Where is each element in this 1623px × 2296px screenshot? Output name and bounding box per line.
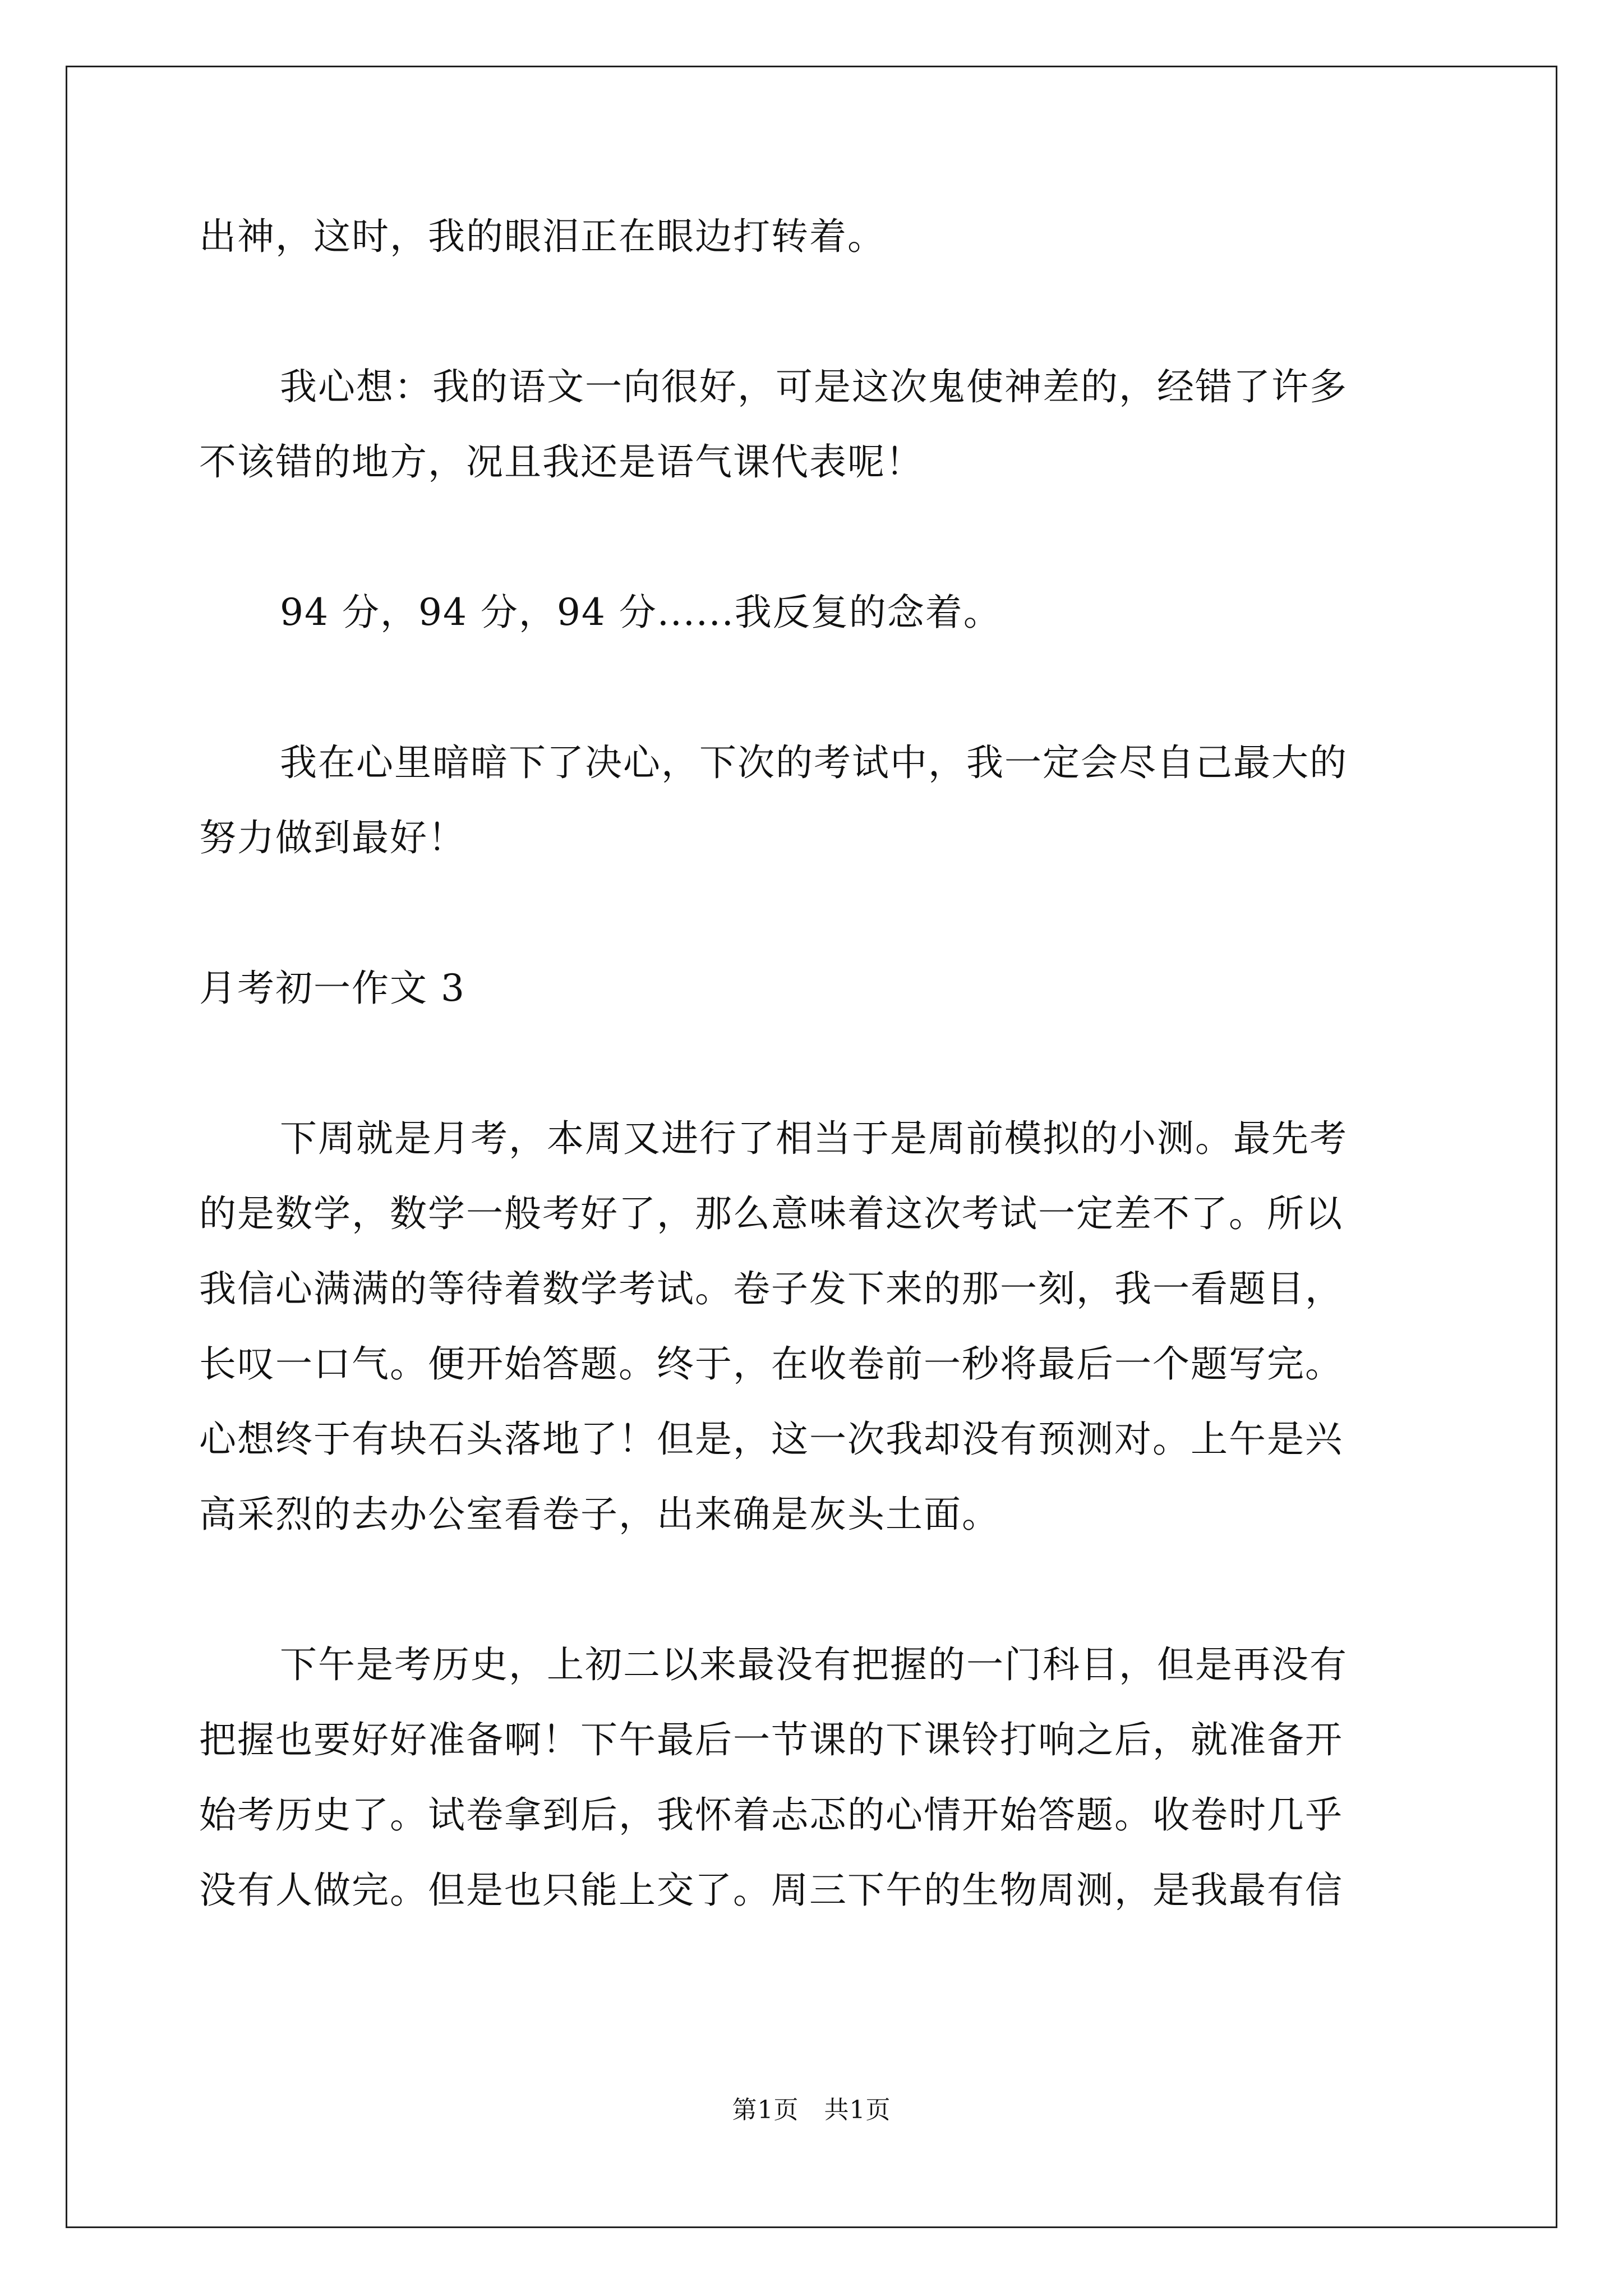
paragraph-line: 长叹一口气。便开始答题。终于，在收卷前一秒将最后一个题写完。 — [199, 1342, 1343, 1386]
paragraph-line: 始考历史了。试卷拿到后，我怀着忐忑的心情开始答题。收卷时几乎 — [199, 1793, 1343, 1837]
document-body — [199, 199, 1433, 1928]
paragraph-spacing — [199, 650, 1433, 725]
paragraph-spacing — [199, 1552, 1433, 1627]
paragraph-line: 努力做到最好！ — [199, 816, 466, 859]
paragraph-line: 把握也要好好准备啊！下午最后一节课的下课铃打响之后，就准备开 — [199, 1718, 1343, 1761]
paragraph-line: 下午是考历史，上初二以来最没有把握的一门科目，但是再没有 — [280, 1643, 1348, 1686]
paragraph-line: 我在心里暗暗下了决心，下次的考试中，我一定会尽自己最大的 — [280, 741, 1348, 784]
paragraph-spacing — [199, 274, 1433, 349]
paragraph-line: 的是数学，数学一般考好了，那么意味着这次考试一定差不了。所以 — [199, 1192, 1343, 1235]
paragraph-line: 我心想：我的语文一向很好，可是这次鬼使神差的，经错了许多 — [280, 365, 1348, 408]
paragraph-line: 我信心满满的等待着数学考试。卷子发下来的那一刻，我一看题目， — [199, 1267, 1343, 1310]
page-number-footer: 第1页 共1页 — [732, 2096, 891, 2124]
section-heading: 月考初一作文 3 — [199, 967, 465, 1010]
paragraph-line: 94 分，94 分，94 分......我反复的念着。 — [280, 591, 1002, 634]
paragraph-spacing — [199, 876, 1433, 951]
paragraph-spacing — [199, 1026, 1433, 1101]
paragraph-line: 没有人做完。但是也只能上交了。周三下午的生物周测，是我最有信 — [199, 1869, 1343, 1912]
paragraph-line: 高采烈的去办公室看卷子，出来确是灰头土面。 — [199, 1493, 1000, 1536]
paragraph-line: 出神，这时，我的眼泪正在眼边打转着。 — [199, 215, 886, 258]
paragraph-spacing — [199, 500, 1433, 575]
paragraph-line: 不该错的地方，况且我还是语气课代表呢！ — [199, 440, 924, 484]
paragraph-line: 下周就是月考，本周又进行了相当于是周前模拟的小测。最先考 — [280, 1117, 1348, 1160]
paragraph-line: 心想终于有块石头落地了！但是，这一次我却没有预测对。上午是兴 — [199, 1418, 1343, 1461]
